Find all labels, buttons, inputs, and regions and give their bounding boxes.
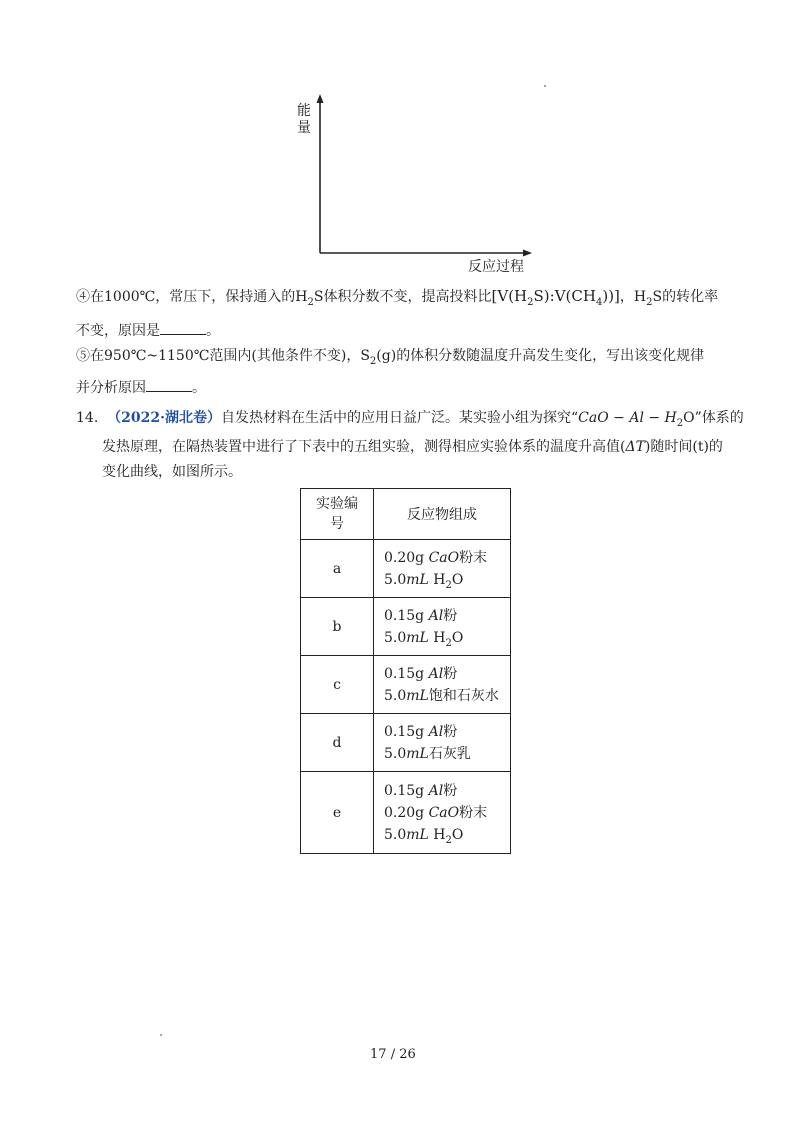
reactant-line: 0.15g Al粉 <box>384 665 458 682</box>
question-4-line-1: ④在1000℃，常压下，保持通入的$H_2S$体积分数不变，提高投料比$[V(H_2S):V(CH_4))$]，$H_2S$的转化率 <box>76 287 719 308</box>
reactant-line: 5.0mL $H_2O$ <box>384 571 464 591</box>
y-axis-label-char: 能 <box>297 103 311 119</box>
table-row <box>301 714 511 772</box>
scan-dot <box>160 1034 162 1036</box>
reactant-line: 0.15g Al粉 <box>384 782 458 799</box>
scan-dot <box>544 85 546 87</box>
experiment-id-cell: b <box>301 598 374 656</box>
header-experiment-id: 实验编号 <box>301 489 374 540</box>
problem-source: （2022·湖北卷） <box>107 410 222 426</box>
question-4-line-2: 不变，原因是 。 <box>76 320 220 341</box>
ratio-expression: $[V(H_2S):V(CH_4))$] <box>491 287 620 308</box>
formula-s2: $S_2(g)$ <box>360 348 397 367</box>
reactant-line: 5.0mL石灰乳 <box>384 745 471 762</box>
table-row <box>301 540 511 598</box>
experiment-id-cell: d <box>301 714 374 772</box>
formula-h2s: $H_2S$ <box>295 289 324 308</box>
experiment-id-cell: c <box>301 656 374 714</box>
table-row <box>301 772 511 854</box>
header-reactants: 反应物组成 <box>374 489 511 540</box>
table-row <box>301 598 511 656</box>
reactant-line: 0.20g CaO粉末 <box>384 804 488 821</box>
reactant-line: 5.0mL $H_2O$ <box>384 629 464 649</box>
reactants-cell <box>374 540 511 598</box>
answer-blank <box>160 320 206 335</box>
problem-14-line-2: 发热原理，在隔热装置中进行了下表中的五组实验，测得相应实验体系的温度升高值(ΔT)随时间(t)的 <box>102 439 723 455</box>
experiment-table <box>300 488 511 854</box>
reactant-line: 5.0mL饱和石灰水 <box>384 687 499 704</box>
reactants-cell <box>374 598 511 656</box>
formula-h2s: $H_2S$ <box>633 289 663 308</box>
reactant-line: 0.15g Al粉 <box>384 607 458 624</box>
experiment-id-cell: e <box>301 772 374 854</box>
reactants-cell <box>374 656 511 714</box>
reactant-line: 0.20g CaO粉末 <box>384 549 488 566</box>
table-header-row <box>301 489 511 540</box>
answer-blank <box>146 377 192 392</box>
reactant-line: 0.15g Al粉 <box>384 723 458 740</box>
page-number: 17 / 26 <box>370 1047 416 1062</box>
experiment-id-cell: a <box>301 540 374 598</box>
energy-diagram-axes <box>300 92 540 264</box>
problem-14-line-1: 14. （2022·湖北卷）自发热材料在生活中的应用日益广泛。某实验小组为探究“CaO − $Al - H_2O$”体系的 <box>76 410 744 429</box>
reactants-cell <box>374 772 511 854</box>
table-row <box>301 656 511 714</box>
formula-system: CaO − $Al - H_2O$ <box>578 410 695 429</box>
x-axis-arrow <box>523 250 532 257</box>
problem-14-line-3: 变化曲线，如图所示。 <box>102 464 242 480</box>
y-axis-label-char: 量 <box>297 120 311 136</box>
question-5-line-2: 并分析原因 。 <box>76 377 206 398</box>
question-5-line-1: ⑤在950℃~1150℃范围内(其他条件不变)，$S_2(g)$的体积分数随温度升高发生变化，写出该变化规律 <box>76 348 705 367</box>
x-axis-label: 反应过程 <box>468 259 524 275</box>
problem-number: 14. <box>76 410 99 426</box>
reactants-cell <box>374 714 511 772</box>
reactant-line: 5.0mL $H_2O$ <box>384 826 464 846</box>
y-axis-arrow <box>317 94 324 103</box>
